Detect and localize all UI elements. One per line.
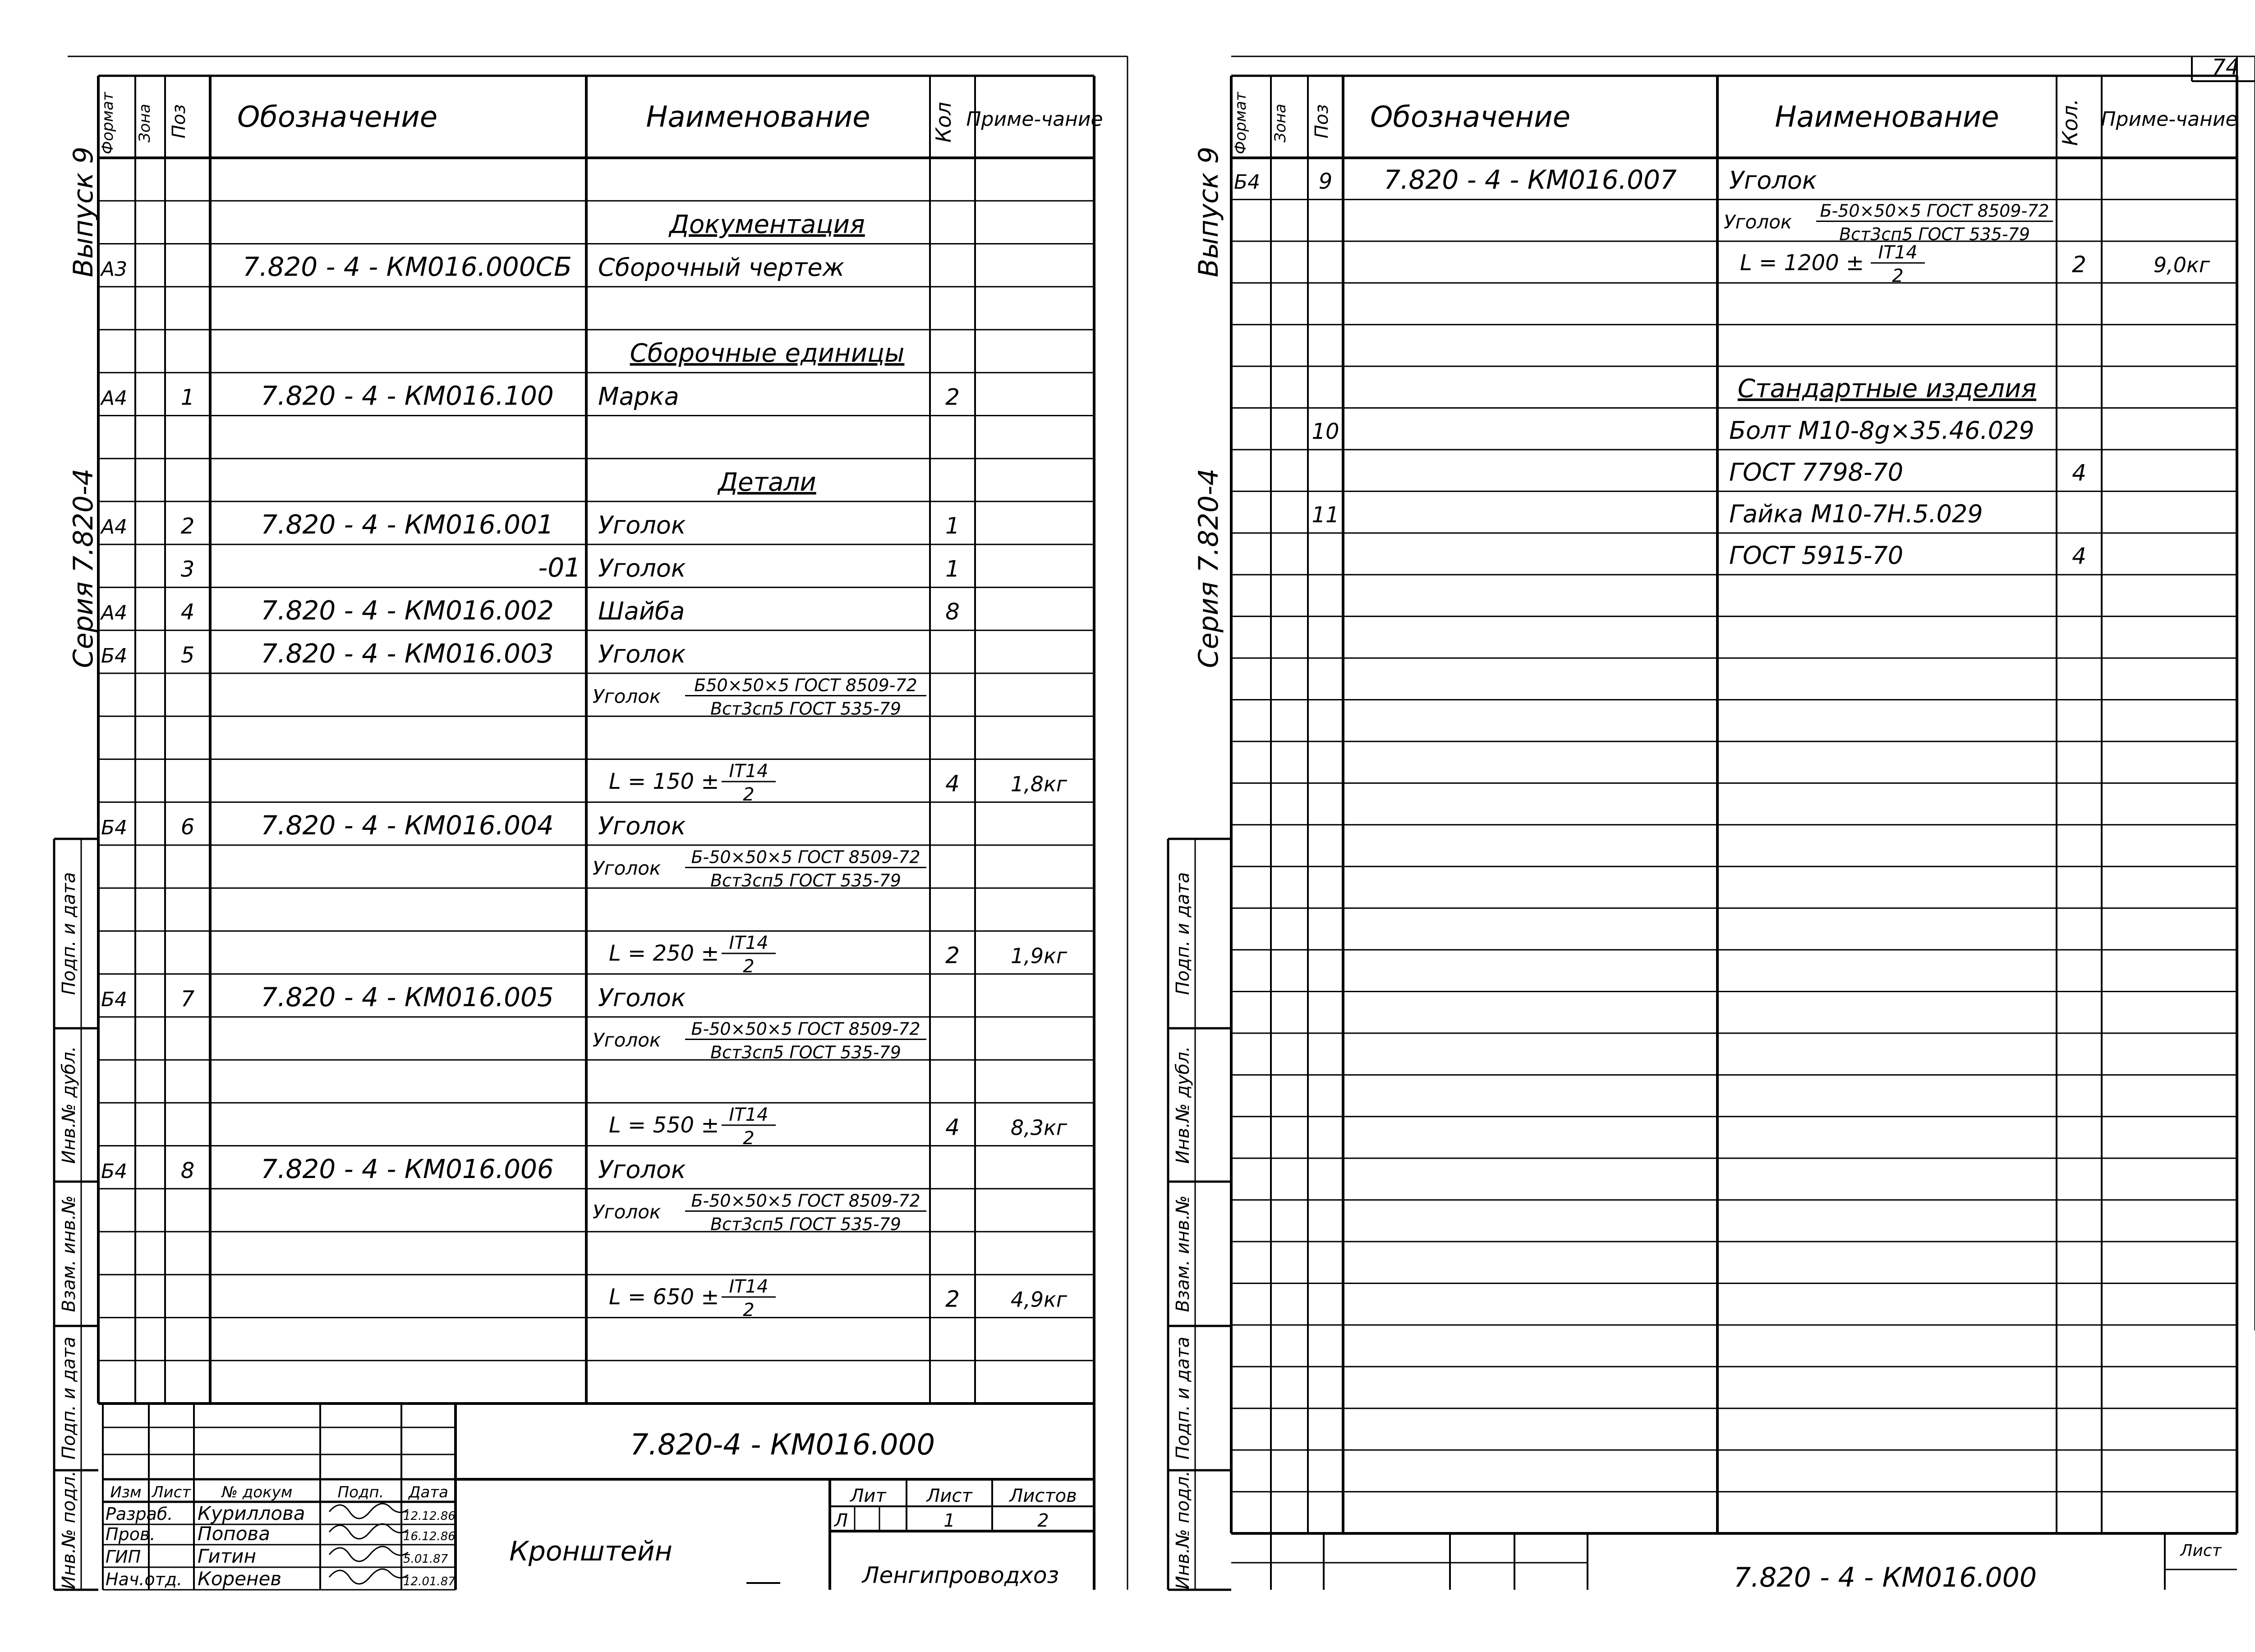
fraction-numerator: Б-50×50×5 ГОСТ 8509-72 [1820, 201, 2049, 221]
fraction-prefix: Уголок [593, 685, 661, 708]
section-heading: Документация [669, 210, 865, 239]
title-item-name: Кронштейн [509, 1536, 672, 1567]
header-format: Формат [1232, 92, 1250, 154]
cell-designation: 7.820 - 4 - КМ016.003 [261, 638, 554, 669]
fraction-prefix: Уголок [593, 857, 661, 879]
fraction-prefix: Уголок [593, 1029, 661, 1051]
cell-note: 8,3кг [1010, 1115, 1067, 1140]
fraction-prefix: L = 650 ± [609, 1284, 719, 1310]
title-designation: 7.820-4 - КМ016.000 [630, 1428, 935, 1462]
cell-qty: 4 [2072, 543, 2086, 570]
title-person: Попова [198, 1523, 270, 1545]
header-note: Приме-чание [2101, 108, 2238, 131]
header-zone: Зона [1271, 104, 1289, 143]
section-heading: Сборочные единицы [630, 339, 905, 368]
fraction-denominator: 2 [743, 956, 755, 977]
cell-designation: 7.820 - 4 - КМ016.002 [261, 595, 554, 626]
title-lit-value: Л [834, 1510, 848, 1531]
fraction-denominator: Вст3сп5 ГОСТ 535-79 [1839, 224, 2030, 244]
title-date: 12.01.87 [403, 1575, 456, 1588]
cell-pos: 5 [180, 642, 195, 668]
fraction-denominator: 2 [743, 1299, 755, 1321]
title-role: Пров. [106, 1524, 156, 1544]
cell-name: Сборочный чертеж [598, 253, 845, 282]
cell-format: А3 [101, 258, 128, 281]
cell-note: 1,9кг [1010, 943, 1067, 968]
cell-pos: 6 [180, 814, 195, 840]
fraction-denominator: Вст3сп5 ГОСТ 535-79 [710, 870, 901, 891]
cell-pos: 1 [180, 385, 195, 410]
cell-name: Уголок [598, 554, 686, 583]
cell-name: Гайка М10-7Н.5.029 [1729, 499, 1983, 528]
title-lit-label: Лит [850, 1486, 886, 1506]
title-role: Разраб. [106, 1504, 173, 1524]
signature-mark [329, 1569, 408, 1584]
cell-qty: 2 [2072, 251, 2086, 278]
title-header: № докум [221, 1483, 293, 1501]
fraction-numerator: Б-50×50×5 ГОСТ 8509-72 [691, 1191, 920, 1211]
fraction-denominator: 2 [1892, 266, 1904, 287]
title-date: 12.12.86 [403, 1509, 456, 1523]
stamp-label: Инв.№ подл. [59, 1470, 79, 1590]
fraction-prefix: L = 150 ± [609, 769, 719, 794]
title-role: Нач.отд. [106, 1569, 183, 1589]
stamp-label: Инв.№ дубл. [59, 1046, 79, 1164]
stamp-label: Подп. и дата [1173, 1336, 1193, 1460]
cell-designation: 7.820 - 4 - КМ016.007 [1384, 164, 1677, 195]
title-person: Гитин [198, 1545, 256, 1567]
title-person: Коренев [198, 1568, 282, 1590]
section-heading: Стандартные изделия [1737, 374, 2037, 404]
header-format: Формат [99, 92, 117, 154]
header-zone: Зона [136, 104, 154, 143]
fraction-denominator: Вст3сп5 ГОСТ 535-79 [710, 1042, 901, 1063]
cell-name: Уголок [598, 1155, 686, 1184]
fraction-numerator: IT14 [1878, 242, 1918, 263]
cell-qty: 2 [945, 1286, 960, 1312]
fraction-prefix: L = 250 ± [609, 940, 719, 966]
cell-format: Б4 [101, 816, 128, 839]
cell-qty: 8 [945, 598, 960, 625]
fraction-numerator: IT14 [729, 1104, 769, 1125]
header-qty: Кол [931, 101, 956, 143]
cell-pos: 4 [180, 599, 195, 625]
text-layer [59, 55, 2240, 1593]
cell-qty: 2 [945, 942, 960, 969]
title-header: Изм [110, 1483, 142, 1501]
cell-name: Уголок [598, 811, 686, 840]
cell-qty: 4 [945, 770, 960, 797]
cell-name: Уголок [598, 640, 686, 668]
stamp-label: Взам. инв.№ [59, 1195, 79, 1312]
title-sheet-label: Лист [926, 1486, 972, 1506]
cell-name: Уголок [598, 511, 686, 540]
cell-pos: 3 [180, 557, 195, 582]
stamp-label: Подп. и дата [59, 872, 79, 995]
fraction-denominator: 2 [743, 784, 755, 805]
signature-mark [329, 1546, 408, 1561]
header-designation: Обозначение [237, 101, 438, 134]
title-date: 16.12.86 [403, 1530, 456, 1543]
title-header: Подп. [337, 1483, 384, 1501]
cell-name: Болт М10-8g×35.46.029 [1729, 416, 2034, 445]
cell-qty: 2 [945, 384, 960, 410]
fraction-numerator: Б-50×50×5 ГОСТ 8509-72 [691, 1019, 920, 1039]
cell-designation: 7.820 - 4 - КМ016.100 [261, 380, 554, 411]
cell-note: 4,9кг [1010, 1287, 1067, 1312]
footer-designation: 7.820 - 4 - КМ016.000 [1733, 1562, 2037, 1593]
fraction-prefix: L = 550 ± [609, 1112, 719, 1138]
stamp-label: Инв.№ подл. [1173, 1470, 1193, 1590]
title-organization: Ленгипроводхоз [862, 1562, 1059, 1588]
fraction-prefix: Уголок [593, 1201, 661, 1223]
title-role: ГИП [106, 1547, 141, 1567]
stamp-label: Подп. и дата [1173, 872, 1193, 995]
fraction-prefix: L = 1200 ± [1740, 250, 1864, 276]
fraction-denominator: Вст3сп5 ГОСТ 535-79 [710, 1214, 901, 1234]
fraction-numerator: IT14 [729, 932, 769, 953]
title-person: Куриллова [198, 1502, 305, 1524]
cell-designation: 7.820 - 4 - КМ016.006 [261, 1153, 554, 1184]
title-date: 5.01.87 [403, 1552, 448, 1566]
title-sheet-value: 1 [943, 1510, 955, 1531]
cell-pos: 9 [1318, 169, 1333, 194]
side-label-series: Серия 7.820-4 [1193, 468, 1224, 668]
section-heading: Детали [718, 467, 816, 497]
cell-designation: 7.820 - 4 - КМ016.004 [261, 810, 554, 841]
fraction-numerator: Б-50×50×5 ГОСТ 8509-72 [691, 847, 920, 867]
fraction-denominator: Вст3сп5 ГОСТ 535-79 [710, 699, 901, 719]
cell-pos: 2 [180, 514, 195, 539]
fraction-denominator: 2 [743, 1127, 755, 1149]
cell-pos: 8 [180, 1158, 195, 1183]
page-number: 74 [2212, 55, 2240, 80]
header-name: Наименование [1775, 101, 1999, 134]
cell-format: Б4 [1234, 170, 1261, 194]
cell-format: А4 [101, 601, 128, 625]
side-label-issue: Выпуск 9 [1193, 147, 1224, 277]
cell-qty: 4 [945, 1114, 960, 1141]
header-qty: Кол. [2058, 98, 2082, 146]
cell-pos: 7 [180, 986, 195, 1012]
stamp-label: Взам. инв.№ [1173, 1195, 1193, 1312]
side-label-issue: Выпуск 9 [68, 147, 99, 277]
cell-name: ГОСТ 7798-70 [1729, 458, 1904, 487]
cell-designation: 7.820 - 4 - КМ016.005 [261, 981, 554, 1012]
title-header: Дата [408, 1483, 449, 1501]
header-pos: Поз [1312, 104, 1332, 138]
cell-note: 9,0кг [2153, 253, 2210, 277]
cell-format: Б4 [101, 1160, 128, 1183]
title-sheets-label: Листов [1009, 1486, 1077, 1506]
cell-format: А4 [101, 387, 128, 410]
header-pos: Поз [169, 104, 189, 138]
cell-format: А4 [101, 515, 128, 539]
cell-qty: 1 [945, 513, 960, 539]
title-sheets-value: 2 [1037, 1510, 1049, 1531]
header-note: Приме-чание [966, 108, 1103, 131]
signature-mark [329, 1524, 408, 1539]
stamp-label: Инв.№ дубл. [1173, 1046, 1193, 1164]
cell-note: 1,8кг [1010, 772, 1067, 796]
fraction-numerator: IT14 [729, 761, 769, 782]
cell-pos: 10 [1312, 419, 1339, 444]
fraction-prefix: Уголок [1724, 211, 1792, 233]
title-header: Лист [152, 1483, 191, 1501]
cell-designation: 7.820 - 4 - КМ016.001 [261, 509, 554, 540]
cell-designation: -01 [538, 552, 581, 583]
cell-format: Б4 [101, 988, 128, 1011]
cell-name: Шайба [598, 597, 685, 626]
signature-mark [329, 1504, 408, 1519]
cell-format: Б4 [101, 644, 128, 667]
header-name: Наименование [646, 101, 870, 134]
cell-name: Уголок [1729, 166, 1817, 195]
cell-name: Уголок [598, 983, 686, 1012]
stamp-label: Подп. и дата [59, 1336, 79, 1460]
header-designation: Обозначение [1370, 101, 1571, 134]
side-label-series: Серия 7.820-4 [68, 468, 99, 668]
fraction-numerator: Б50×50×5 ГОСТ 8509-72 [694, 675, 917, 695]
footer-sheet-label: Лист [2180, 1542, 2222, 1560]
cell-name: ГОСТ 5915-70 [1729, 541, 1904, 570]
cell-name: Марка [598, 382, 679, 411]
cell-qty: 4 [2072, 460, 2086, 486]
cell-designation: 7.820 - 4 - КМ016.000СБ [243, 251, 572, 282]
cell-pos: 11 [1312, 502, 1339, 528]
fraction-numerator: IT14 [729, 1276, 769, 1297]
cell-qty: 1 [945, 556, 960, 582]
